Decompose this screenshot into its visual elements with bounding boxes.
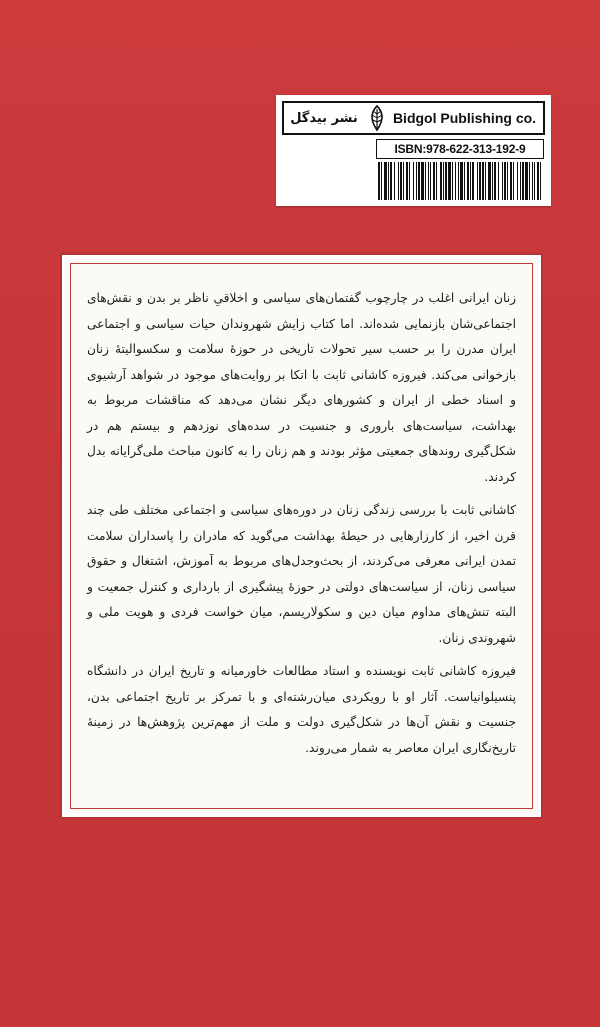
barcode-bar (525, 162, 528, 200)
barcode-bar (482, 162, 484, 200)
barcode-bar (529, 162, 530, 200)
barcode-bar (430, 162, 431, 200)
barcode-bar (394, 162, 395, 200)
barcode-bar (494, 162, 496, 200)
barcode-bar (540, 162, 541, 200)
blurb-paragraph: زنان ایرانی اغلب در چارچوب گفتمان‌های سیاسی و اخلاقیِ ناظر بر بدن و نقش‌های اجتماعی‌شان بازنمایی شده‌اند. اما کتاب زایش شهروندان حیات سیاسی و اجتماعی ایران مدرن را بر حسب سیر تحولات تاریخی در حوزهٔ سلامت و سکسوالیتهٔ زنان بازخوانی می‌کند. فیروزه کاشانی ثابت با اتکا بر روایت‌های موجود در شواهد آرشیوی و اسناد خطی از ایران و کشورهای دیگر نشان می‌دهد که مناقشات مربوط به بهداشت، سیاست‌های باروری و جنسیت در سده‌های نوزدهم و بیستم هم در شکل‌گیری روندهای جمعیتی مؤثر بودند و هم زنان را به کانون مباحث ملی‌گرایانه بدل کردند. (87, 291, 516, 484)
barcode-bar (464, 162, 465, 200)
barcode-bar (445, 162, 447, 200)
barcode-bar (384, 162, 387, 200)
isbn-text: ISBN:978-622-313-192-9 (394, 142, 526, 156)
barcode-bar (436, 162, 437, 200)
barcode-bar (390, 162, 392, 200)
publisher-sticker (276, 95, 551, 206)
barcode-bar (458, 162, 459, 200)
barcode-bar (425, 162, 426, 200)
barcode-bar (413, 162, 414, 200)
barcode-bar (381, 162, 382, 200)
barcode-bar (479, 162, 481, 200)
barcode-bar (532, 162, 533, 200)
barcode-bar (534, 162, 535, 200)
isbn-box (376, 139, 544, 159)
barcode-bar (517, 162, 518, 200)
barcode-bar (406, 162, 408, 200)
barcode-bar (455, 162, 456, 200)
barcode-bar (467, 162, 469, 200)
publisher-box (282, 101, 545, 135)
barcode-bar (418, 162, 420, 200)
barcode-bar (443, 162, 444, 200)
barcode-bar (460, 162, 463, 200)
bidgol-leaf-logo-icon (364, 103, 390, 133)
barcode-bar (428, 162, 429, 200)
barcode-bar (416, 162, 417, 200)
blurb-paragraph: فیروزه کاشانی ثابت نویسنده و استاد مطالعات خاورمیانه و تاریخ ایران در دانشگاه پنسیلوانیاست. آثار او با رویکردی میان‌رشته‌ای و با تمرکز بر تاریخ اجتماعی بدن، جنسیت و نقش آن‌ها در شکل‌گیری دولت و ملت از مهم‌ترین پژوهش‌ها در زمینهٔ تاریخ‌نگاری ایران معاصر به شمار می‌روند. (87, 664, 516, 755)
barcode-bar (522, 162, 524, 200)
barcode-bar (421, 162, 424, 200)
barcode-bar (440, 162, 442, 200)
barcode (376, 161, 544, 201)
barcode-bar (388, 162, 389, 200)
barcode-bar (400, 162, 402, 200)
barcode-bar (472, 162, 474, 200)
barcode-bar (452, 162, 453, 200)
barcode-bar (520, 162, 521, 200)
barcode-bar (488, 162, 491, 200)
barcode-bar (409, 162, 410, 200)
barcode-bar (504, 162, 506, 200)
publisher-name-fa: نشر بیدگل (290, 110, 358, 126)
barcode-bar (485, 162, 486, 200)
barcode-bar (470, 162, 471, 200)
barcode-bar (513, 162, 514, 200)
barcode-bar (398, 162, 399, 200)
barcode-bar (507, 162, 508, 200)
barcode-bar (492, 162, 493, 200)
blurb-panel (62, 255, 541, 817)
barcode-bar (498, 162, 499, 200)
barcode-bar (477, 162, 478, 200)
blurb-paragraph: کاشانی ثابت با بررسی زندگی زنان در دوره‌های سیاسی و اجتماعی مختلف طی چند قرن اخیر، از کارزارهایی در حیطهٔ بهداشت می‌گوید که مادران را پاسداران سلامت تمدن ایرانی معرفی می‌کردند، از بحث‌وجدل‌های مربوط به آموزش، اشتغال و حقوق سیاسی زنان، از سیاست‌های دولتی در حوزهٔ پیشگیری از بارداری و کنترل جمعیت و البته تنش‌های مداوم میان دین و سکولاریسم، میان خواست فردی و هویت ملی و شهروندی زنان. (87, 503, 516, 645)
blurb-text (87, 286, 516, 769)
barcode-bar (433, 162, 435, 200)
barcode-bar (510, 162, 512, 200)
publisher-name-en: Bidgol Publishing co. (392, 110, 537, 126)
barcode-bar (537, 162, 539, 200)
barcode-bar (448, 162, 451, 200)
publisher-row (282, 101, 545, 135)
barcode-bar (378, 162, 380, 200)
barcode-bar (502, 162, 503, 200)
barcode-bar (403, 162, 404, 200)
